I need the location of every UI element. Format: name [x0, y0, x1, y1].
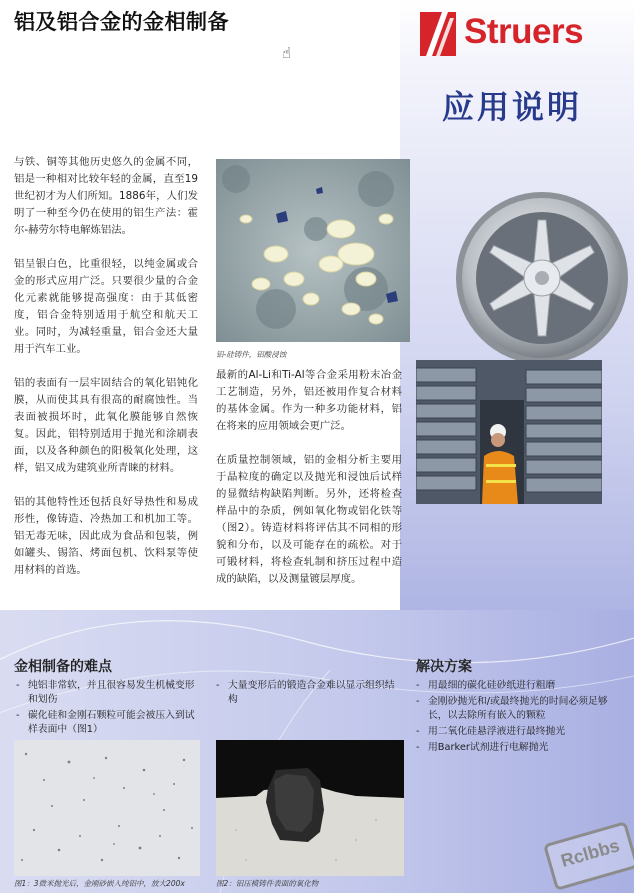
brand-name: Struers [464, 12, 584, 51]
solutions-list [414, 679, 610, 757]
intro-paragraph: 铝的表面有一层牢固结合的氧化铝钝化膜，从而使其具有很高的耐腐蚀性。当表面被损坏时，此氧化膜能够自然恢复。因此，铝特别适用于抛光和涂刷表面，以及各种颜色的阳极氧化处理，这样，铝又成为建筑业所青睐的材料。 [14, 377, 198, 474]
list-item: - 金刚砂抛光和/或最终抛光的时间必须足够长，以去除所有嵌入的颗粒 [414, 695, 610, 723]
intro-paragraph: 与铁、铜等其他历史悠久的金属不同，铝是一种相对比较年轻的金属，直至19世纪初才为人们所知。1886年，人们发明了一种至今仍在使用的铝生产法：霍尔-赫劳尔特电解炼铝法。 [14, 156, 198, 236]
middle-paragraph: 最新的Al-Li和Ti-Al等合金采用粉末冶金工艺制造，另外，铝还被用作复合材料的基体金属。作为一种多功能材料，铝在将来的应用领域会更广泛。 [216, 369, 402, 432]
watermark-stamp: Rclbbs [543, 821, 634, 891]
document-subtitle: 应用说明 [442, 88, 583, 126]
figure1-micrograph [14, 740, 200, 876]
figure1-caption: 图1：3微米抛光后，金刚砂嵌入纯铝中，放大200x [14, 879, 185, 888]
list-item: - 纯铝非常软，并且很容易发生机械变形和划伤 [14, 679, 202, 707]
hand-cursor-icon: ☝ [282, 44, 292, 62]
difficulties-list-left [14, 679, 202, 739]
figure-caption-top: 铝-硅铸件，铝酸浸蚀 [216, 350, 287, 359]
middle-column [216, 367, 402, 605]
solutions-title: 解决方案 [416, 659, 472, 675]
difficulties-list-right [214, 679, 402, 709]
list-item: - 用二氧化硅悬浮液进行最终抛光 [414, 725, 610, 739]
intro-column [14, 154, 198, 596]
struers-logo-icon [420, 12, 456, 56]
struers-logo [420, 10, 620, 58]
list-item: - 用Barker试剂进行电解抛光 [414, 741, 610, 755]
middle-paragraph: 在质量控制领域，铝的金相分析主要用于晶粒度的确定以及抛光和浸蚀后试样的显微结构缺陷判断。另外，还将检查样品中的杂质，例如氧化物或铝化铁等（图2）。铸造材料将评估其不同相的形貌和分布，以及可能存在的疏松。对于可锻材料，将检查轧制和挤压过程中造成的缺陷，以及测量镀层厚度。 [216, 454, 402, 585]
list-item: - 碳化硅和金刚石颗粒可能会被压入到试样表面中（图1） [14, 709, 202, 737]
figure2-caption: 图2：铝压模铸件表面的氧化物 [216, 879, 319, 888]
list-item: - 大量变形后的锻造合金难以显示组织结构 [214, 679, 402, 707]
difficulties-title: 金相制备的难点 [14, 659, 112, 675]
page-title: 铝及铝合金的金相制备 [14, 10, 229, 34]
alloy-wheel-image [454, 190, 630, 366]
intro-paragraph: 铝呈银白色，比重很轻，以纯金属或合金的形式应用广泛。只要很少量的合金化元素就能够提高强度：由于其低密度，铝合金特别适用于航空和航天工业。同时，为减轻重量，铝合金还大量用于汽车工业。 [14, 258, 198, 355]
figure2-micrograph [216, 740, 404, 876]
list-item: - 用最细的碳化硅砂纸进行粗磨 [414, 679, 610, 693]
al-si-micrograph-image [216, 159, 410, 342]
aluminium-ingots-photo [416, 360, 602, 504]
intro-paragraph: 铝的其他特性还包括良好导热性和易成形性，像铸造、冷热加工和机加工等。铝无毒无味，因此成为食品和包装，例如罐头、锡箔、烤面包机、饮料泵等使用材料的首选。 [14, 496, 198, 576]
